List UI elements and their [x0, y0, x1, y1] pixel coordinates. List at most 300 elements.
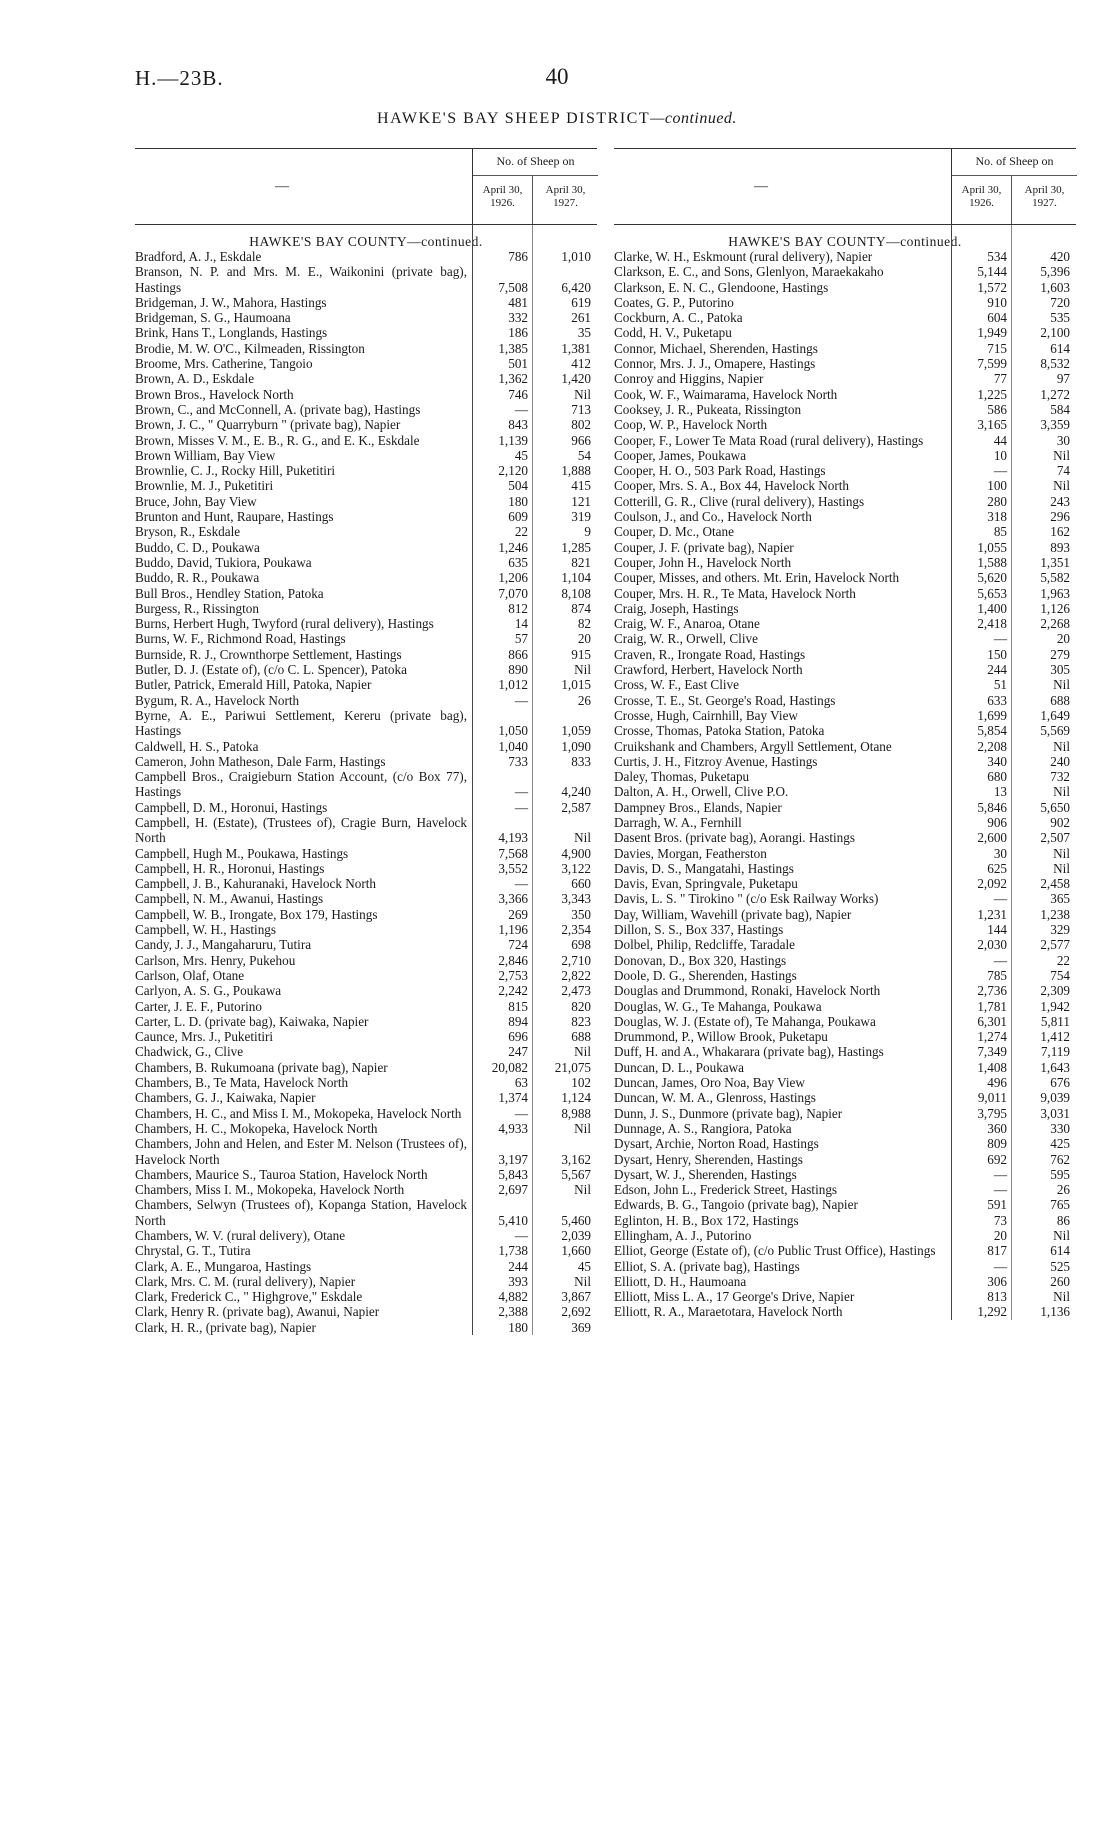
table-row	[614, 693, 1076, 708]
sheep-1927-cell: 1,381	[561, 340, 591, 356]
sheep-1927-cell: 2,458	[1040, 876, 1070, 892]
owner-name-address: Davis, D. S., Mangatahi, Hastings	[614, 860, 794, 876]
table-row	[135, 540, 597, 555]
sheep-1927-cell: 3,359	[1040, 417, 1070, 433]
sheep-1927-cell: 732	[1050, 769, 1070, 785]
section-heading: HAWKE'S BAY COUNTY—continued.	[728, 234, 962, 249]
sheep-1926-cell: 696	[508, 1029, 528, 1045]
sheep-1926-cell: 360	[987, 1120, 1007, 1136]
sheep-1927-cell: 279	[1050, 646, 1070, 662]
table-row	[614, 1121, 1076, 1136]
sheep-1927-cell: 720	[1050, 294, 1070, 310]
table-row	[614, 325, 1076, 340]
owner-name-address: Campbell, W. H., Hastings	[135, 922, 277, 938]
table-row	[135, 1259, 597, 1274]
sheep-1927-cell: 260	[1050, 1273, 1070, 1289]
sheep-1927-cell: 5,567	[561, 1166, 591, 1182]
sheep-1927-cell: Nil	[574, 830, 591, 846]
sheep-1927-cell: 1,942	[1040, 998, 1070, 1014]
sheep-1926-cell: 746	[508, 386, 528, 402]
owner-name-address: Douglas, W. G., Te Mahanga, Poukawa	[614, 998, 822, 1014]
sheep-1926-cell: 3,165	[977, 417, 1007, 433]
sheep-1926-cell: 1,362	[498, 371, 528, 387]
table-row	[135, 1243, 597, 1258]
sheep-1926-cell: 4,882	[498, 1289, 528, 1305]
sheep-1926-cell: 340	[987, 753, 1007, 769]
sheep-1927-cell: 893	[1050, 539, 1070, 555]
sheep-1927-cell: 9,039	[1040, 1090, 1070, 1106]
sheep-1926-cell: 680	[987, 769, 1007, 785]
owner-name-address: Brown William, Bay View	[135, 447, 276, 463]
sheep-1927-cell: 82	[577, 616, 591, 632]
sheep-1927-cell: 1,603	[1040, 279, 1070, 295]
group-label: No. of Sheep on	[496, 154, 575, 168]
table-row	[135, 387, 597, 402]
sheep-1927-cell: 595	[1050, 1166, 1070, 1182]
owner-name-address: Douglas and Drummond, Ronaki, Havelock North	[614, 983, 881, 999]
sheep-1927-cell: Nil	[574, 662, 591, 678]
col-1926-header: April 30, 1926.	[473, 175, 533, 224]
owner-name-address: Chadwick, G., Clive	[135, 1044, 244, 1060]
owner-name-address: Brink, Hans T., Longlands, Hastings	[135, 325, 328, 341]
table-row	[135, 800, 597, 815]
owner-name-address: Ellingham, A. J., Putorino	[614, 1228, 752, 1243]
owner-name-address: Duncan, W. M. A., Glenross, Hastings	[614, 1090, 816, 1106]
owner-name-address: Carter, L. D. (private bag), Kaiwaka, Napier	[135, 1013, 369, 1029]
owner-name-address: Dysart, Henry, Sherenden, Hastings	[614, 1151, 803, 1167]
sheep-1927-cell: 584	[1050, 401, 1070, 417]
sheep-1926-cell: 20,082	[491, 1059, 528, 1075]
table-row	[135, 1136, 597, 1167]
table-row	[135, 1228, 597, 1243]
sheep-1926-cell: 51	[993, 677, 1007, 693]
sheep-1926-cell: 5,854	[977, 723, 1007, 739]
table-row	[135, 1075, 597, 1090]
sheep-1927-cell: 2,692	[561, 1304, 591, 1320]
sheep-1926-cell: 10	[993, 447, 1007, 463]
sheep-1927-cell: 2,039	[561, 1228, 591, 1243]
sheep-1926-cell: 3,197	[498, 1151, 528, 1167]
sheep-1927-cell: 2,822	[561, 967, 591, 983]
sheep-1926-cell: 2,208	[977, 738, 1007, 754]
table-row	[614, 494, 1076, 509]
sheep-1926-cell: 13	[993, 784, 1007, 800]
table-row	[135, 371, 597, 386]
sheep-1926-cell: 604	[987, 310, 1007, 326]
sheep-1926-cell: 785	[987, 967, 1007, 983]
sheep-1927-cell: 412	[571, 356, 591, 372]
owner-name-address: Bridgeman, S. G., Haumoana	[135, 310, 291, 326]
table-row	[614, 1304, 1076, 1319]
owner-name-address: Bryson, R., Eskdale	[135, 524, 241, 540]
sheep-1926-cell: 692	[987, 1151, 1007, 1167]
table-row	[614, 1213, 1076, 1228]
group-label: No. of Sheep on	[975, 154, 1054, 168]
owner-name-address: Elliott, Miss L. A., 17 George's Drive, Napier	[614, 1289, 855, 1305]
table-row	[614, 1152, 1076, 1167]
sheep-1927-cell: 1,015	[561, 677, 591, 693]
table-row	[135, 463, 597, 478]
owner-name-address: Butler, D. J. (Estate of), (c/o C. L. Spencer), Patoka	[135, 662, 407, 678]
table-row	[135, 708, 597, 739]
table-row	[614, 861, 1076, 876]
owner-name-address: Couper, Mrs. H. R., Te Mata, Havelock North	[614, 585, 856, 601]
table-row	[135, 815, 597, 846]
sheep-1927-cell: 802	[571, 417, 591, 433]
owner-name-address: Burns, W. F., Richmond Road, Hastings	[135, 631, 346, 647]
table-row	[135, 325, 597, 340]
table-row	[614, 1243, 1076, 1258]
owner-name-address: Cockburn, A. C., Patoka	[614, 310, 743, 326]
owner-name-address: Davies, Morgan, Featherston	[614, 845, 767, 861]
sheep-1927-cell: 8,532	[1040, 356, 1070, 372]
owner-name-address: Buddo, David, Tukiora, Poukawa	[135, 554, 312, 570]
owner-name-address: Chambers, John and Helen, and Ester M. Nelson (Trustees of), Havelock North	[135, 1136, 467, 1167]
owner-name-address: Cameron, John Matheson, Dale Farm, Hastings	[135, 753, 386, 769]
owner-name-address: Crawford, Herbert, Havelock North	[614, 662, 803, 678]
table-row	[614, 1029, 1076, 1044]
table-row	[614, 1044, 1076, 1059]
sheep-1926-cell: 7,599	[977, 356, 1007, 372]
sheep-1927-cell: 688	[1050, 692, 1070, 708]
table-row	[614, 907, 1076, 922]
table-row	[614, 1014, 1076, 1029]
sheep-1926-cell: 100	[987, 478, 1007, 494]
sheep-1926-cell: 7,508	[498, 279, 528, 295]
sheep-1926-cell: —	[514, 876, 528, 892]
table-row	[614, 769, 1076, 784]
owner-name-address: Bruce, John, Bay View	[135, 493, 257, 509]
table-row	[614, 846, 1076, 861]
owner-name-address: Chambers, G. J., Kaiwaka, Napier	[135, 1090, 316, 1106]
table-row	[135, 983, 597, 998]
owner-name-address: Davis, Evan, Springvale, Puketapu	[614, 876, 798, 892]
sheep-1927-cell: Nil	[574, 1182, 591, 1198]
sheep-1926-cell: 144	[987, 922, 1007, 938]
owner-name-address: Dampney Bros., Elands, Napier	[614, 799, 782, 815]
sheep-1926-cell: 22	[514, 524, 528, 540]
table-row	[135, 876, 597, 891]
owner-name-address: Campbell, Hugh M., Poukawa, Hastings	[135, 845, 349, 861]
sheep-1926-cell: 534	[987, 249, 1007, 264]
sheep-1926-cell: 586	[987, 401, 1007, 417]
owner-name-address: Dysart, Archie, Norton Road, Hastings	[614, 1136, 819, 1152]
sheep-1926-cell: 2,697	[498, 1182, 528, 1198]
table-row	[135, 616, 597, 631]
sheep-1927-cell: 365	[1050, 891, 1070, 907]
owner-name-address: Chambers, B. Rukumoana (private bag), Napier	[135, 1059, 388, 1075]
table-row	[614, 784, 1076, 799]
table-row	[614, 1289, 1076, 1304]
sheep-1926-cell: —	[514, 784, 528, 800]
owner-name-address: Elliott, D. H., Haumoana	[614, 1273, 747, 1289]
sheep-1927-cell: 1,238	[1040, 906, 1070, 922]
col-1927-header: April 30, 1927.	[533, 175, 598, 224]
left-column	[135, 148, 597, 1335]
owner-name-address: Buddo, R. R., Poukawa	[135, 570, 260, 586]
table-row	[614, 647, 1076, 662]
sheep-1926-cell: 1,274	[977, 1029, 1007, 1045]
sheep-1927-cell: 2,309	[1040, 983, 1070, 999]
sheep-1926-cell: 1,040	[498, 738, 528, 754]
sheep-1927-cell: Nil	[574, 1120, 591, 1136]
table-row	[614, 1259, 1076, 1274]
table-row	[614, 983, 1076, 998]
sheep-1927-cell: 296	[1050, 509, 1070, 525]
owner-name-address: Burgess, R., Rissington	[135, 600, 259, 616]
sheep-1926-cell: 247	[508, 1044, 528, 1060]
sheep-1926-cell: 1,246	[498, 539, 528, 555]
table-row	[135, 494, 597, 509]
sheep-1927-cell: 754	[1050, 967, 1070, 983]
owner-name-address: Byrne, A. E., Pariwui Settlement, Kereru (private bag), Hastings	[135, 707, 467, 739]
sheep-1927-cell: 1,412	[1040, 1029, 1070, 1045]
sheep-1927-cell: 425	[1050, 1136, 1070, 1152]
sheep-1926-cell: 6,301	[977, 1013, 1007, 1029]
table-row	[135, 693, 597, 708]
owner-name-address: Cooper, Mrs. S. A., Box 44, Havelock North	[614, 478, 849, 494]
sheep-1927-cell: 902	[1050, 814, 1070, 830]
sheep-1927-cell: 821	[571, 554, 591, 570]
owner-name-address: Clarke, W. H., Eskmount (rural delivery), Napier	[614, 249, 873, 264]
sheep-1927-cell: Nil	[574, 1044, 591, 1060]
owner-name-address: Bradford, A. J., Eskdale	[135, 249, 262, 264]
sheep-1927-cell: 5,460	[561, 1212, 591, 1228]
owner-name-address: Cruikshank and Chambers, Argyll Settlement, Otane	[614, 738, 892, 754]
sheep-1927-cell: 35	[577, 325, 591, 341]
owner-name-address: Davis, L. S. " Tirokino " (c/o Esk Railway Works)	[614, 891, 879, 907]
sheep-1927-cell: 240	[1050, 753, 1070, 769]
table-row	[135, 846, 597, 861]
sheep-1926-cell: 2,092	[977, 876, 1007, 892]
sheep-1927-cell: Nil	[1053, 447, 1070, 463]
owner-name-address: Caunce, Mrs. J., Puketitiri	[135, 1029, 274, 1045]
owner-name-address: Carter, J. E. F., Putorino	[135, 998, 262, 1014]
table-row	[135, 1090, 597, 1105]
sheep-1926-cell: 481	[508, 294, 528, 310]
sheep-1926-cell: 1,738	[498, 1243, 528, 1259]
sheep-1927-cell: 833	[571, 753, 591, 769]
sheep-1926-cell: —	[993, 631, 1007, 647]
table-row	[614, 478, 1076, 493]
owner-name-address: Cross, W. F., East Clive	[614, 677, 739, 693]
table-row	[614, 264, 1076, 279]
sheep-1927-cell: 2,100	[1040, 325, 1070, 341]
owner-name-address: Clark, Henry R. (private bag), Awanui, Napier	[135, 1304, 380, 1320]
sheep-1926-cell: 501	[508, 356, 528, 372]
table-row	[135, 907, 597, 922]
table-row	[135, 601, 597, 616]
owner-name-address: Carlson, Olaf, Otane	[135, 967, 245, 983]
table-row	[614, 1075, 1076, 1090]
table-row	[614, 723, 1076, 738]
table-row	[614, 1136, 1076, 1151]
sheep-1926-cell: 1,385	[498, 340, 528, 356]
table-row	[614, 463, 1076, 478]
table-row	[614, 800, 1076, 815]
sheep-1926-cell: 866	[508, 646, 528, 662]
table-header	[614, 148, 1076, 225]
owner-name-address: Carlson, Mrs. Henry, Pukehou	[135, 952, 296, 968]
header-dash: —	[754, 179, 768, 194]
table-row	[135, 448, 597, 463]
owner-name-address: Chambers, H. C., Mokopeka, Havelock North	[135, 1120, 378, 1136]
sheep-1927-cell: 614	[1050, 1243, 1070, 1259]
sheep-1927-cell: 261	[571, 310, 591, 326]
page-title	[0, 110, 1114, 128]
owner-name-address: Cooper, F., Lower Te Mata Road (rural delivery), Hastings	[614, 432, 924, 448]
owner-name-address: Chambers, W. V. (rural delivery), Otane	[135, 1228, 346, 1243]
sheep-1927-cell: 305	[1050, 662, 1070, 678]
sheep-1926-cell: 9,011	[977, 1090, 1007, 1106]
sheep-1926-cell: 1,408	[977, 1059, 1007, 1075]
sheep-1926-cell: 180	[508, 1319, 528, 1335]
table-row	[135, 953, 597, 968]
sheep-1927-cell: 1,059	[561, 723, 591, 739]
sheep-1927-cell: 1,660	[561, 1243, 591, 1259]
owner-name-address: Brunton and Hunt, Raupare, Hastings	[135, 509, 334, 525]
sheep-1926-cell: 1,374	[498, 1090, 528, 1106]
sheep-1926-cell: 45	[514, 447, 528, 463]
owner-name-address: Bull Bros., Hendley Station, Patoka	[135, 585, 324, 601]
owner-name-address: Brownlie, C. J., Rocky Hill, Puketitiri	[135, 463, 336, 479]
sheep-1927-cell: 97	[1056, 371, 1070, 387]
sheep-1926-cell: 609	[508, 509, 528, 525]
sheep-1926-cell: 809	[987, 1136, 1007, 1152]
sheep-1926-cell: 1,699	[977, 707, 1007, 723]
sheep-1927-cell: 319	[571, 509, 591, 525]
table-row	[614, 754, 1076, 769]
sheep-1927-cell: 915	[571, 646, 591, 662]
sheep-1926-cell: —	[993, 1182, 1007, 1198]
sheep-1926-cell: 2,418	[977, 616, 1007, 632]
owner-name-address: Crosse, Thomas, Patoka Station, Patoka	[614, 723, 825, 739]
table-row	[614, 448, 1076, 463]
table-row	[135, 1044, 597, 1059]
table-row	[135, 739, 597, 754]
owner-name-address: Campbell, J. B., Kahuranaki, Havelock North	[135, 876, 376, 892]
sheep-1927-cell: Nil	[1053, 478, 1070, 494]
sheep-1927-cell: 874	[571, 600, 591, 616]
table-row	[614, 601, 1076, 616]
table-row	[135, 417, 597, 432]
sheep-1926-cell: 817	[987, 1243, 1007, 1259]
table-row	[614, 524, 1076, 539]
owner-name-address: Chambers, Selwyn (Trustees of), Kopanga Station, Havelock North	[135, 1197, 467, 1228]
sheep-1926-cell: —	[993, 952, 1007, 968]
owner-name-address: Coulson, J., and Co., Havelock North	[614, 509, 812, 525]
sheep-1926-cell: 57	[514, 631, 528, 647]
sheep-1926-cell: 1,139	[498, 432, 528, 448]
table-row	[135, 249, 597, 264]
table-row	[135, 937, 597, 952]
sheep-1926-cell: —	[993, 1166, 1007, 1182]
owner-name-address: Caldwell, H. S., Patoka	[135, 738, 259, 754]
table-row	[135, 631, 597, 646]
table-row	[614, 402, 1076, 417]
owner-name-address: Dillon, S. S., Box 337, Hastings	[614, 922, 784, 938]
table-row	[135, 1320, 597, 1335]
table-row	[135, 586, 597, 601]
sheep-1927-cell: 1,888	[561, 463, 591, 479]
table-row	[135, 509, 597, 524]
sheep-1927-cell: 6,420	[561, 279, 591, 295]
sheep-1927-cell: 688	[571, 1029, 591, 1045]
sheep-1927-cell: 820	[571, 998, 591, 1014]
sheep-1926-cell: 393	[508, 1273, 528, 1289]
owner-name-address: Coates, G. P., Putorino	[614, 294, 734, 310]
owner-name-address: Chambers, Maurice S., Tauroa Station, Havelock North	[135, 1166, 428, 1182]
sheep-1927-cell: 1,126	[1040, 600, 1070, 616]
sheep-1927-cell: 698	[571, 937, 591, 953]
table-row	[614, 1274, 1076, 1289]
sheep-1926-cell: 813	[987, 1289, 1007, 1305]
sheep-1927-cell: 1,963	[1040, 585, 1070, 601]
sheep-1927-cell: 2,577	[1040, 937, 1070, 953]
owner-name-address: Bygum, R. A., Havelock North	[135, 692, 300, 708]
sheep-1927-cell: 7,119	[1040, 1044, 1070, 1060]
col-1926-header: April 30, 1926.	[952, 175, 1012, 224]
table-row	[614, 631, 1076, 646]
owner-name-address: Couper, J. F. (private bag), Napier	[614, 539, 794, 555]
sheep-1927-cell: 525	[1050, 1258, 1070, 1274]
table-row	[135, 677, 597, 692]
table-row	[614, 937, 1076, 952]
table-row	[135, 769, 597, 800]
table-row	[135, 1014, 597, 1029]
owner-name-address: Burns, Herbert Hugh, Twyford (rural delivery), Hastings	[135, 616, 434, 632]
sheep-1926-cell: 1,292	[977, 1304, 1007, 1320]
sheep-1927-cell: 3,031	[1040, 1105, 1070, 1121]
table-row	[614, 876, 1076, 891]
owner-name-address: Duncan, D. L., Poukawa	[614, 1059, 745, 1075]
sheep-1926-cell: 724	[508, 937, 528, 953]
document-reference: H.—23B.	[135, 66, 224, 90]
sheep-1926-cell: 244	[508, 1258, 528, 1274]
sheep-1926-cell: 635	[508, 554, 528, 570]
section-heading: HAWKE'S BAY COUNTY—continued.	[249, 234, 483, 249]
owner-name-address: Campbell, W. B., Irongate, Box 179, Hastings	[135, 906, 378, 922]
table-header	[135, 148, 597, 225]
owner-name-address: Clarkson, E. N. C., Glendoone, Hastings	[614, 279, 829, 295]
sheep-1926-cell: 306	[987, 1273, 1007, 1289]
sheep-1926-cell: 1,231	[977, 906, 1007, 922]
table-row	[135, 968, 597, 983]
sheep-1926-cell: 2,846	[498, 952, 528, 968]
sheep-1927-cell: Nil	[1053, 738, 1070, 754]
table-row	[135, 478, 597, 493]
owner-name-address: Dolbel, Philip, Redcliffe, Taradale	[614, 937, 795, 953]
table-row	[135, 264, 597, 295]
owner-name-address: Chambers, B., Te Mata, Havelock North	[135, 1075, 349, 1091]
owner-name-address: Edson, John L., Frederick Street, Hastings	[614, 1182, 838, 1198]
sheep-1926-cell: 244	[987, 662, 1007, 678]
table-row	[135, 1106, 597, 1121]
owner-name-address: Couper, D. Mc., Otane	[614, 524, 734, 540]
sheep-1927-cell: 121	[571, 493, 591, 509]
table-row	[135, 647, 597, 662]
sheep-1926-cell: 3,552	[498, 860, 528, 876]
sheep-1926-cell: 1,012	[498, 677, 528, 693]
owner-name-address: Brownlie, M. J., Puketitiri	[135, 478, 274, 494]
sheep-1927-cell: 1,351	[1040, 554, 1070, 570]
sheep-1926-cell: —	[514, 1105, 528, 1121]
sheep-1927-cell: 1,272	[1040, 386, 1070, 402]
sheep-1926-cell: 906	[987, 814, 1007, 830]
table-row	[614, 280, 1076, 295]
sheep-1926-cell: 2,388	[498, 1304, 528, 1320]
table-row	[135, 310, 597, 325]
